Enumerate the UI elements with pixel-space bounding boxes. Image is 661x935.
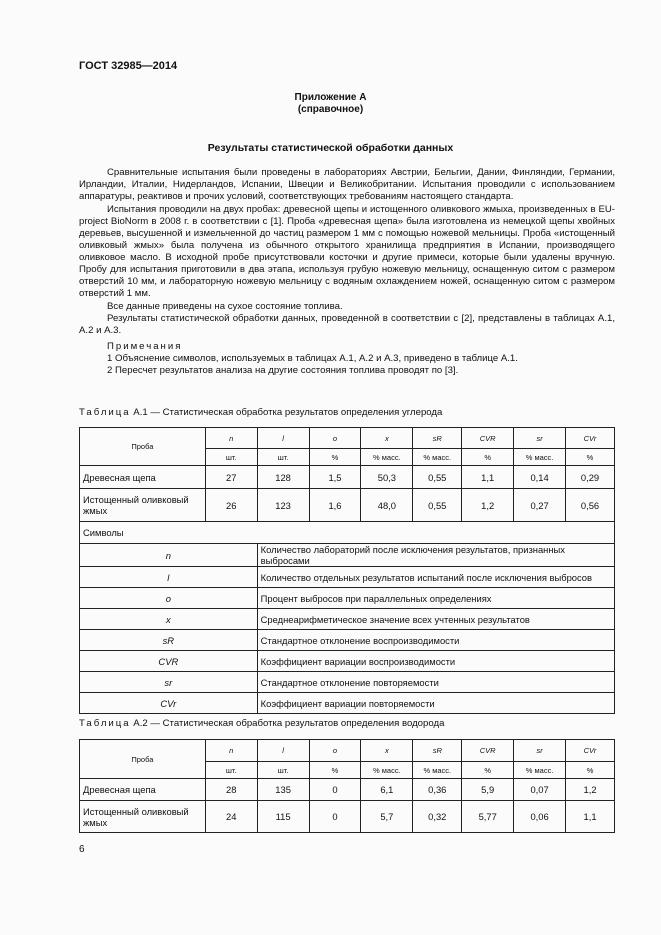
table-a2: [79, 739, 615, 833]
value-cell: 135: [257, 779, 309, 801]
table-row: [80, 801, 615, 833]
legend-row: [80, 588, 615, 609]
symbol-header: sr: [514, 740, 566, 762]
legend-row: [80, 630, 615, 651]
value-cell: 5,7: [361, 801, 413, 833]
table-row: [80, 779, 615, 801]
table-caption-text: А.2 — Статистическая обработка результатов определения водорода: [133, 718, 445, 729]
legend-row: [80, 672, 615, 693]
value-cell: 48,0: [361, 489, 413, 522]
sample-header: Проба: [80, 428, 206, 466]
symbols-heading: Символы: [80, 522, 615, 544]
value-cell: 1,1: [462, 466, 514, 489]
value-cell: 0,06: [514, 801, 566, 833]
body-text: [79, 167, 615, 377]
symbol-header: x: [361, 428, 413, 449]
table-caption-text: А.1 — Статистическая обработка результатов определения углерода: [133, 407, 443, 418]
sample-name: Истощенный оливковый жмых: [80, 489, 206, 522]
value-cell: 0,32: [413, 801, 462, 833]
unit-header: %: [462, 449, 514, 466]
legend-row: [80, 651, 615, 672]
table-row: [80, 466, 615, 489]
symbol-header: o: [309, 740, 361, 762]
symbol-header: l: [257, 740, 309, 762]
legend-description: Коэффициент вариации воспроизводимости: [257, 651, 614, 672]
symbol-header: CVr: [566, 740, 615, 762]
legend-symbol: n: [80, 544, 258, 567]
unit-header: % масс.: [514, 762, 566, 779]
value-cell: 0,56: [566, 489, 615, 522]
value-cell: 128: [257, 466, 309, 489]
value-cell: 115: [257, 801, 309, 833]
unit-header: шт.: [205, 762, 257, 779]
paragraph: Все данные приведены на сухое состояние топлива.: [107, 301, 343, 312]
legend-symbol: o: [80, 588, 258, 609]
sample-name: Древесная щепа: [80, 779, 206, 801]
legend-description: Стандартное отклонение повторяемости: [257, 672, 614, 693]
symbol-header: sr: [514, 428, 566, 449]
unit-header: % масс.: [413, 449, 462, 466]
sample-header: Проба: [80, 740, 206, 779]
legend-description: Количество отдельных результатов испытаний после исключения выбросов: [257, 567, 614, 588]
table-label: Таблица: [79, 407, 131, 418]
sample-name: Древесная щепа: [80, 466, 206, 489]
value-cell: 1,2: [566, 779, 615, 801]
unit-header: % масс.: [361, 762, 413, 779]
sample-name: Истощенный оливковый жмых: [80, 801, 206, 833]
value-cell: 0,14: [514, 466, 566, 489]
legend-symbol: sr: [80, 672, 258, 693]
legend-description: Процент выбросов при параллельных определениях: [257, 588, 614, 609]
unit-header: %: [309, 762, 361, 779]
value-cell: 5,77: [462, 801, 514, 833]
value-cell: 1,1: [566, 801, 615, 833]
table1-caption: [79, 407, 442, 418]
unit-header: шт.: [257, 762, 309, 779]
value-cell: 0,36: [413, 779, 462, 801]
unit-header: %: [566, 762, 615, 779]
value-cell: 26: [205, 489, 257, 522]
unit-header: %: [462, 762, 514, 779]
unit-header: % масс.: [413, 762, 462, 779]
legend-description: Среднеарифметическое значение всех учтенных результатов: [257, 609, 614, 630]
symbol-header: CVr: [566, 428, 615, 449]
value-cell: 28: [205, 779, 257, 801]
legend-row: [80, 693, 615, 714]
value-cell: 0,27: [514, 489, 566, 522]
value-cell: 1,6: [309, 489, 361, 522]
notes-heading: Примечания: [107, 341, 183, 352]
unit-header: % масс.: [361, 449, 413, 466]
unit-header: % масс.: [514, 449, 566, 466]
legend-description: Коэффициент вариации повторяемости: [257, 693, 614, 714]
table-row: [80, 489, 615, 522]
unit-header: %: [309, 449, 361, 466]
table2-caption: [79, 718, 444, 729]
legend-description: Количество лабораторий после исключения результатов, признанных выбросами: [257, 544, 614, 567]
symbol-header: sR: [413, 740, 462, 762]
legend-row: [80, 609, 615, 630]
table-label: Таблица: [79, 718, 131, 729]
value-cell: 50,3: [361, 466, 413, 489]
document-code: ГОСТ 32985—2014: [79, 60, 178, 72]
symbol-header: o: [309, 428, 361, 449]
legend-symbol: CVr: [80, 693, 258, 714]
notes: [107, 341, 615, 377]
legend-row: [80, 544, 615, 567]
symbol-header: n: [205, 740, 257, 762]
paragraph: Результаты статистической обработки данных, проведенной в соответствии с [2], представлены в таблицах А.1, А.2 и А.3.: [79, 313, 615, 336]
note-item: 1 Объяснение символов, используемых в таблицах А.1, А.2 и А.3, приведено в таблице А.1.: [107, 353, 518, 364]
annex-title: Приложение А: [294, 92, 367, 103]
symbol-header: n: [205, 428, 257, 449]
section-title: Результаты статистической обработки данных: [207, 142, 454, 154]
value-cell: 1,5: [309, 466, 361, 489]
value-cell: 27: [205, 466, 257, 489]
legend-symbol: sR: [80, 630, 258, 651]
paragraph: Сравнительные испытания были проведены в лабораториях Австрии, Бельгии, Дании, Финляндии, Германии, Ирландии, Италии, Нидерландов, Испании, Швеции и Великобритании. Испытания проводили с использованием аппаратуры, реактивов и прочих условий, соответствующих требованиям настоящего стандарта.: [79, 167, 615, 202]
value-cell: 5,9: [462, 779, 514, 801]
legend-symbol: x: [80, 609, 258, 630]
value-cell: 24: [205, 801, 257, 833]
annex-subtitle: (справочное): [297, 104, 364, 115]
value-cell: 0: [309, 801, 361, 833]
value-cell: 0,07: [514, 779, 566, 801]
legend-row: [80, 567, 615, 588]
value-cell: 0,55: [413, 466, 462, 489]
symbol-header: x: [361, 740, 413, 762]
legend-symbol: l: [80, 567, 258, 588]
legend-description: Стандартное отклонение воспроизводимости: [257, 630, 614, 651]
legend-symbol: CVR: [80, 651, 258, 672]
note-item: 2 Пересчет результатов анализа на другие состояния топлива проводят по [3].: [107, 365, 459, 376]
table-a1: [79, 427, 615, 714]
value-cell: 123: [257, 489, 309, 522]
value-cell: 0,55: [413, 489, 462, 522]
page-number: 6: [79, 844, 85, 855]
symbol-header: CVR: [462, 740, 514, 762]
unit-header: %: [566, 449, 615, 466]
value-cell: 0: [309, 779, 361, 801]
symbol-header: CVR: [462, 428, 514, 449]
unit-header: шт.: [257, 449, 309, 466]
symbol-header: sR: [413, 428, 462, 449]
value-cell: 6,1: [361, 779, 413, 801]
paragraph: Испытания проводили на двух пробах: древесной щепы и истощенного оливкового жмыха, произведенных в EU-project BioNorm в 2008 г. в соответствии с [1]. Проба «древесная щепа» была изготовлена из немецкой щепы хвойных деревьев, высушенной и измельченной до частиц размером 1 мм с помощью ножевой мельницы. Проба «истощенный оливковый жмых» была получена из обычного открытого хранилища предприятия в Испании, производящего оливковое масло. В исходной пробе присутствовали косточки и другие примеси, которые были удалены вручную. Пробу для испытания приготовили в два этапа, используя грубую ножевую мельницу, оснащенную ситом с размером отверстий 10 мм, и лабораторную ножевую мельницу с водяным охлаждением ножей, оснащенную ситом с размером отверстий 1 мм.: [79, 204, 615, 299]
value-cell: 1,2: [462, 489, 514, 522]
value-cell: 0,29: [566, 466, 615, 489]
unit-header: шт.: [205, 449, 257, 466]
symbol-header: l: [257, 428, 309, 449]
